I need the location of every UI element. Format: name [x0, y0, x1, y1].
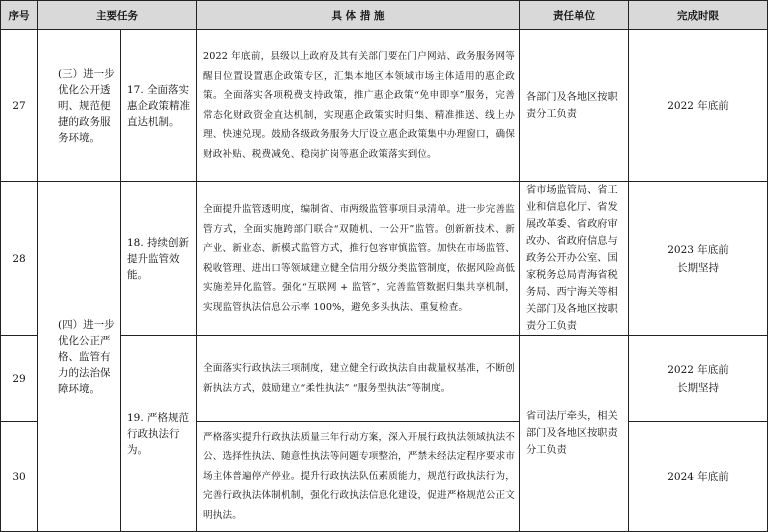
header-num: 序号 — [1, 1, 38, 30]
measures-cell: 2022 年底前，县级以上政府及其有关部门要在门户网站、政务服务网等醒目位置设置惠企政策专区，汇集本地区本领域市场主体适用的惠企政策。全面落实各项税费支持政策，推广惠企政策“免申即享”服务，完善常态化财政资金直达机制，实现惠企政策实时归集、精准推送、线上办理、快速兑现。鼓励各级政务服务大厅设立惠企政策集中办理窗口，确保财政补贴、税费减免、稳岗扩岗等惠企政策落实到位。 — [197, 30, 520, 182]
main-task-group: (四）进一步优化公正严格、监管有力的法治保障环境。 — [38, 182, 121, 532]
table-row — [1, 30, 768, 182]
header-task: 主要任务 — [38, 1, 197, 30]
deadline-line: 2022 年底前 — [667, 99, 729, 112]
main-task-group: (三）进一步优化公开透明、规范便捷的政务服务环境。 — [38, 30, 121, 182]
row-num: 27 — [1, 30, 38, 182]
header-measures: 具 体 措 施 — [197, 1, 520, 30]
unit-cell: 省司法厅牵头，相关部门及各地区按职责分工负责 — [520, 336, 629, 532]
row-num: 28 — [1, 182, 38, 336]
deadline-cell — [629, 336, 768, 422]
deadline-line: 2024 年底前 — [667, 470, 729, 483]
unit-cell: 各部门及各地区按职责分工负责 — [520, 30, 629, 182]
table-row — [1, 182, 768, 336]
row-num: 29 — [1, 336, 38, 422]
deadline-cell — [629, 182, 768, 336]
measures-cell: 严格落实提升行政执法质量三年行动方案，深入开展行政执法领域执法不公、选择性执法、随意性执法等问题专项整治，严禁未经法定程序要求市场主体普遍停产停业。提升行政执法队伍素质能力，规范行政执法行为，完善行政执法体制机制，强化行政执法信息化建设，促进严格规范公正文明执法。 — [197, 422, 520, 532]
unit-cell: 省市场监管局、省工业和信息化厅、省发展改革委、省政府审改办、省政府信息与政务公开办公室、国家税务总局青海省税务局、西宁海关等相关部门及各地区按职责分工负责 — [520, 182, 629, 336]
deadline-cell — [629, 422, 768, 532]
deadline-cell — [629, 30, 768, 182]
subtask-cell: 18. 持续创新提升监管效能。 — [121, 182, 197, 336]
deadline-line: 长期坚持 — [677, 381, 719, 394]
row-num: 30 — [1, 422, 38, 532]
header-row — [1, 1, 768, 30]
subtask-cell: 19. 严格规范行政执法行为。 — [121, 336, 197, 532]
deadline-line: 长期坚持 — [677, 261, 719, 274]
header-unit: 责任单位 — [520, 1, 629, 30]
measures-cell: 全面落实行政执法三项制度，建立健全行政执法自由裁量权基准，不断创新执法方式，鼓励建立“柔性执法” “服务型执法”等制度。 — [197, 336, 520, 422]
deadline-line: 2022 年底前 — [667, 363, 729, 376]
deadline-line: 2023 年底前 — [667, 243, 729, 256]
header-deadline: 完成时限 — [629, 1, 768, 30]
measures-cell: 全面提升监管透明度，编制省、市两级监管事项目录清单。进一步完善监管方式，全面实施跨部门联合“双随机、一公开”监管。创新新技术、新产业、新业态、新模式监管方式，推行包容审慎监管。加快在市场监管、税收管理、进出口等领域建立健全信用分级分类监管制度，依据风险高低实施差异化监管。强化“互联网 + 监管”，完善监管数据归集共享机制，实现监管执法信息公示率 100%，避免多头执法、重复检查。 — [197, 182, 520, 336]
subtask-cell: 17. 全面落实惠企政策精准直达机制。 — [121, 30, 197, 182]
